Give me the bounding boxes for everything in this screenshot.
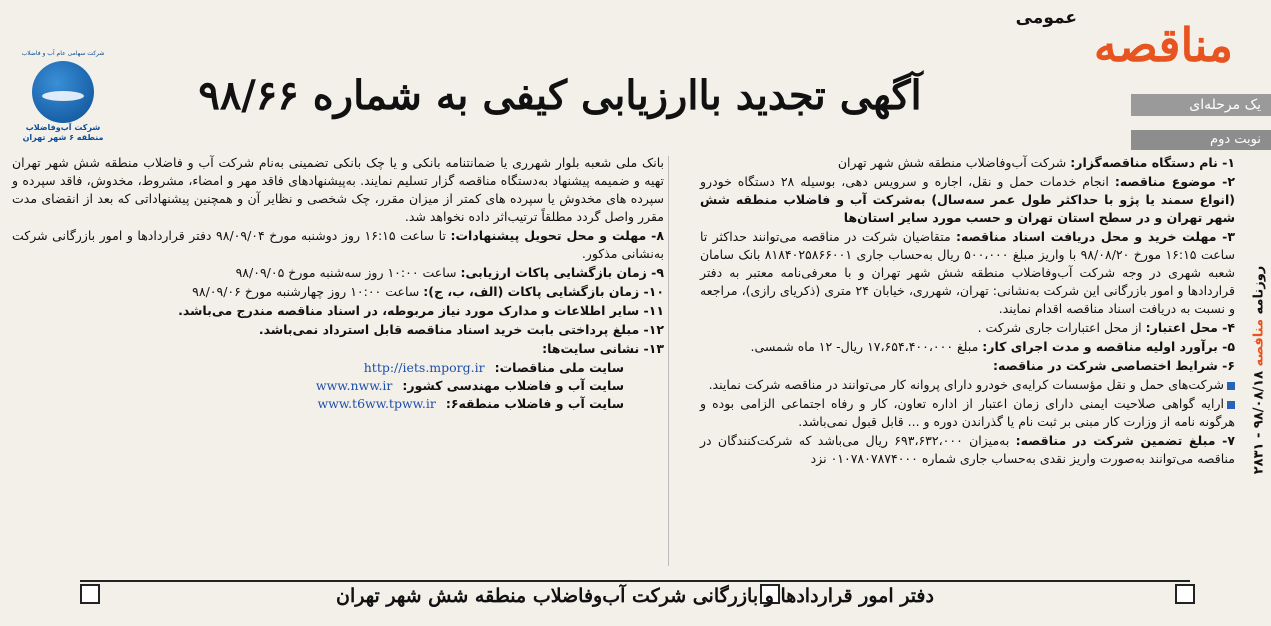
item-11: ۱۱- سایر اطلاعات و مدارک مورد نیاز مربوطه، در اسناد مناقصه مندرج می‌باشد. xyxy=(178,303,664,318)
publication-label: روزنامه xyxy=(1251,265,1267,315)
item-4: ۴- محل اعتبار: از محل اعتبارات جاری شرکت . xyxy=(977,320,1235,335)
stage-bar: یک مرحله‌ای xyxy=(1131,94,1271,116)
logo-name-line2: منطقه ۶ شهر تهران xyxy=(22,133,104,142)
notice-title: آگهی تجدید باارزیابی کیفی به شماره ۹۸/۶۶ xyxy=(198,72,922,119)
footer-signature: دفتر امور قراردادها و بازرگانی شرکت آب‌وفاضلاب منطقه شش شهر تهران xyxy=(80,580,1190,612)
item-9: ۹- زمان بازگشایی پاکات ارزیابی: ساعت ۱۰:۰۰ روز سه‌شنبه مورخ ۹۸/۰۹/۰۵ xyxy=(235,265,664,280)
sites-list xyxy=(12,359,664,413)
brand-sub: عمومی xyxy=(1015,8,1077,28)
item-3: ۳- مهلت خرید و محل دریافت اسناد مناقصه: متقاضیان شرکت در مناقصه می‌توانند حداکثر تا ساعت ۱۶:۱۵ مورخ ۹۸/۰۸/۲۰ با واریز مبلغ ۵۰۰،۰۰۰ ریال به‌حساب جاری ۸۱۸۴۰۲۵۸۶۶۰۰۱ بانک سامان شعبه شهری در وجه شرکت آب‌وفاضلاب منطقه شش شهر تهران و با معرفی‌نامه معتبر به دفتر قراردادها و امور بازرگانی این شرکت به‌نشانی: تهران، شهرری، خیابان ۲۴ متری (ذکریای رازی)، مراجعه و نسبت به دریافت اسناد مناقصه اقدام نمایند. xyxy=(700,229,1236,316)
site-row: سایت آب و فاضلاب منطقه۶: www.t6ww.tpww.ir xyxy=(317,396,624,411)
item-10: ۱۰- زمان بازگشایی پاکات (الف، ب، ج): ساعت ۱۰:۰۰ روز چهارشنبه مورخ ۹۸/۰۹/۰۶ xyxy=(192,284,664,299)
round-bar: نوبت دوم xyxy=(1131,130,1271,150)
right-column xyxy=(700,154,1235,574)
logo-arc-text: شرکت سهامی عام آب و فاضلاب xyxy=(21,50,105,57)
item-13: ۱۳- نشانی سایت‌ها: xyxy=(542,341,664,356)
item-6-a: شرکت‌های حمل و نقل مؤسسات کرایه‌ی خودرو دارای پروانه کار می‌توانند در مناقصه شرکت نمایند. xyxy=(700,376,1235,394)
item-2: ۲- موضوع مناقصه: انجام خدمات حمل و نقل، اجاره و سرویس دهی، بوسیله ۲۸ دستگاه خودرو (انواع سمند یا پژو با حداکثر طول عمر سه‌سال) به‌شرکت آب و فاضلاب منطقه شش شهر تهران و در سطح استان تهران و حسب مورد سایر استان‌ها xyxy=(700,174,1235,225)
item-7-continued: بانک ملی شعبه بلوار شهرری یا ضمانتنامه بانکی و یا چک بانکی تضمینی به‌نام شرکت آب و فاضلاب منطقه شش شهر تهران تهیه و ضمیمه پیشنهاد به‌دستگاه مناقصه گزار تسلیم نمایند. به‌پیشنهادهای فاقد مهر و امضاء، مشروط، مخدوش، فاقد سپرده و سپرده های مخدوش یا سپرده های کمتر از میزان مقرر، چک شخصی و نظایر آن و همچنین پیشنهاداتی که بعد از انقضای مدت مقرر واصل گردد مطلقاً ترتیب‌اثر داده نخواهد شد. xyxy=(12,155,664,224)
publication-stamp xyxy=(1249,150,1269,590)
item-8: ۸- مهلت و محل تحویل پیشنهادات: تا ساعت ۱۶:۱۵ روز دوشنبه مورخ ۹۸/۰۹/۰۴ دفتر قراردادها و امور بازرگانی شرکت به‌نشانی مذکور. xyxy=(12,228,664,261)
item-1: ۱- نام دستگاه مناقصه‌گزار: شرکت آب‌وفاضلاب منطقه شش شهر تهران xyxy=(837,155,1235,170)
item-12: ۱۲- مبلغ پرداختی بابت خرید اسناد مناقصه قابل استرداد نمی‌باشد. xyxy=(258,322,664,337)
square-bullet-icon xyxy=(1227,382,1235,390)
item-5: ۵- برآورد اولیه مناقصه و مدت اجرای کار: مبلغ ۱۷،۶۵۴،۴۰۰،۰۰۰ ریال- ۱۲ ماه شمسی. xyxy=(750,339,1235,354)
publication-name: منافصه xyxy=(1251,318,1267,367)
publication-issue: ۹۸/۰۸/۱۸ - ۲۸۳۱ xyxy=(1251,370,1267,475)
item-6: ۶- شرایط اختصاصی شرکت در مناقصه: xyxy=(993,358,1235,373)
site-row: سایت ملی مناقصات: http://iets.mporg.ir xyxy=(363,360,624,375)
site-link[interactable]: http://iets.mporg.ir xyxy=(363,360,485,375)
site-row: سایت آب و فاضلاب مهندسی کشور: www.nww.ir xyxy=(315,378,624,393)
brand-main: مناقصه xyxy=(1093,18,1233,72)
site-link[interactable]: www.t6ww.tpww.ir xyxy=(317,396,436,411)
item-7: ۷- مبلغ تضمین شرکت در مناقصه: به‌میزان ۶۹۳،۶۳۲،۰۰۰ ریال می‌باشد که شرکت‌کنندگان در مناقصه می‌توانند به‌صورت واریز نقدی به‌حساب جاری شماره ۰۱۰۷۸۰۷۸۷۴۰۰۰ نزد xyxy=(700,433,1235,466)
site-link[interactable]: www.nww.ir xyxy=(315,378,393,393)
company-logo xyxy=(8,50,118,160)
item-6-b: ارایه گواهی صلاحیت ایمنی دارای زمان اعتبار از اداره تعاون، کار و رفاه اجتماعی الزامی بوده و هرگونه نامه از وزارت کار مبنی بر ثبت نام یا گذراندن دوره و ... قابل قبول نمی‌باشد. xyxy=(700,396,1235,429)
column-divider xyxy=(668,156,669,566)
brand-header xyxy=(1013,4,1263,90)
water-drop-icon xyxy=(32,61,94,123)
left-column xyxy=(12,154,664,574)
square-bullet-icon xyxy=(1227,401,1235,409)
logo-name-line1: شرکت آب‌وفاضلاب xyxy=(25,123,101,132)
